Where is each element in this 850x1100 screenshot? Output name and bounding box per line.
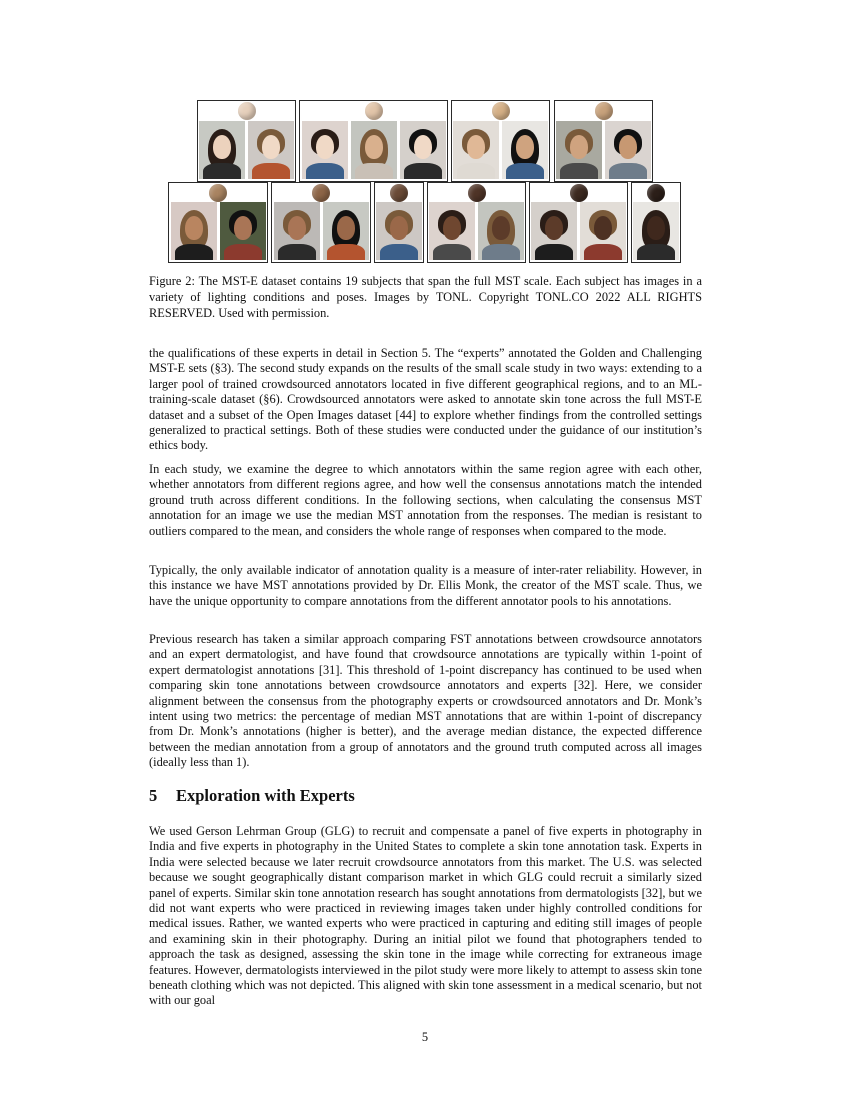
- mst-swatch: [312, 184, 330, 202]
- subject-photo: [502, 121, 548, 179]
- mst-swatch: [209, 184, 227, 202]
- mst-swatch: [570, 184, 588, 202]
- subject-photo: [400, 121, 446, 179]
- subject-group: [554, 100, 653, 182]
- figure-mst-e-dataset: [0, 0, 850, 270]
- subject-photo: [323, 202, 369, 260]
- paragraph-4: Previous research has taken a similar approach comparing FST annotations between crowdsource annotators and an expert dermatologist, and have found that crowdsource annotations are typically within 1-point of expert dermatologist annotations [31]. This threshold of 1-point discrepancy has continued to be used when comparing skin tone annotations between crowdsource annotators and experts [32]. Here, we consider alignment between the consensus from the photography experts or crowdsourced annotators and Dr. Monk’s intent using two metrics: the percentage of median MST annotations that are within 1-point of discrepancy from Dr. Monk’s annotations (higher is better), and the average median distance, the expected difference between the median annotation from a group of annotators and the ground truth computed across all images (ideally less than 1).: [149, 632, 702, 770]
- subject-photo: [274, 202, 320, 260]
- subject-group: [374, 182, 424, 263]
- subject-photo: [556, 121, 602, 179]
- subject-photo: [199, 121, 245, 179]
- figure-caption: Figure 2: The MST-E dataset contains 19 subjects that span the full MST scale. Each subject has images in a variety of lighting conditions and poses. Images by TONL. Copyright TONL.CO 2022 ALL RIGHTS RESERVED. Used with permission.: [149, 274, 702, 320]
- paragraph-1: the qualifications of these experts in detail in Section 5. The “experts” annotated the Golden and Challenging MST-E sets (§3). The second study expands on the results of the small scale study in two ways: extending to a larger pool of trained crowdsourced annotators located in five different geographical regions, and to an ML-training-scale dataset (§6). Crowdsourced annotators were asked to annotate skin tone across the full MST-E dataset and a subset of the Open Images dataset [44] to explore whether findings from the controlled settings generalized to practical settings. Both of these studies were conducted under the guidance of our institution’s ethics body.: [149, 346, 702, 453]
- subject-photo: [429, 202, 475, 260]
- subject-photo: [478, 202, 524, 260]
- section-paragraph: We used Gerson Lehrman Group (GLG) to recruit and compensate a panel of five experts in photography in India and five experts in photography in the United States to complete a skin tone annotation task. Experts in India were selected because we later recruit crowdsource annotators from this market. The U.S. was selected because we sought geographically distant comparison market in which GLG could recruit a similarly sized panel of experts. Similar skin tone annotation research has sought annotations from dermatologists [32], but we did not want experts who were practiced in reviewing images taken under highly controlled conditions for medical issues. Rather, we wanted experts who were practiced in capturing and editing still images of people and examining skin in their photography. During an initial pilot we found that photographers tended to approach the task as designed, assessing the skin tone in the image while correcting for extraneous image features. However, dermatologists interviewed in the pilot study were more likely to attempt to assess skin tone beneath clothing which was not depicted. This aligned with skin tone assessment in a medical scenario, but not with our goal: [149, 824, 702, 1008]
- subject-photo: [531, 202, 577, 260]
- mst-swatch: [492, 102, 510, 120]
- mst-swatch: [365, 102, 383, 120]
- mst-swatch: [390, 184, 408, 202]
- paragraph-2: In each study, we examine the degree to which annotators within the same region agree with each other, whether annotators from different regions agree, and how well the consensus annotations match the intended ground truth across different conditions. In the following sections, when calculating the consensus MST annotation for an image we use the median MST annotation from the responses. The median is resistant to outliers compared to the mean, and considers the whole range of responses when compared to the mode.: [149, 462, 702, 538]
- section-title: Exploration with Experts: [176, 786, 355, 805]
- mst-swatch: [468, 184, 486, 202]
- subject-group: [299, 100, 448, 182]
- paragraph-3: Typically, the only available indicator of annotation quality is a measure of inter-rater reliability. However, in this instance we have MST annotations provided by Dr. Ellis Monk, the creator of the MST scale. Thus, we have the unique opportunity to compare annotations from the different annotator pools to his annotations.: [149, 563, 702, 608]
- mst-swatch: [238, 102, 256, 120]
- subject-group: [427, 182, 526, 263]
- subject-photo: [453, 121, 499, 179]
- subject-group: [168, 182, 268, 263]
- page-number: 5: [421, 1030, 429, 1044]
- section-heading: [149, 786, 355, 806]
- subject-photo: [302, 121, 348, 179]
- subject-photo: [633, 202, 679, 260]
- subject-photo: [248, 121, 294, 179]
- subject-group: [197, 100, 296, 182]
- subject-photo: [220, 202, 266, 260]
- subject-group: [631, 182, 681, 263]
- subject-group: [529, 182, 628, 263]
- subject-photo: [605, 121, 651, 179]
- subject-photo: [376, 202, 422, 260]
- subject-group: [451, 100, 550, 182]
- mst-swatch: [647, 184, 665, 202]
- subject-photo: [580, 202, 626, 260]
- section-number: 5: [149, 786, 158, 805]
- mst-swatch: [595, 102, 613, 120]
- subject-photo: [351, 121, 397, 179]
- subject-photo: [171, 202, 217, 260]
- subject-group: [271, 182, 371, 263]
